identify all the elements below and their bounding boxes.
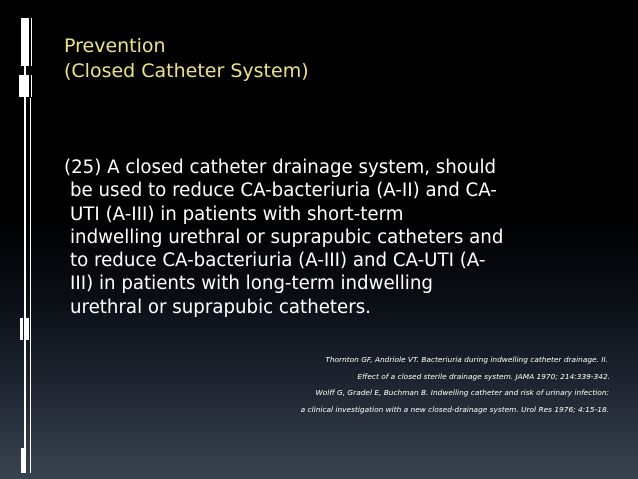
- slide-title-line: (Closed Catheter System): [64, 60, 309, 82]
- body-line: UTI (A-III) in patients with short-term: [70, 203, 404, 225]
- references: [170, 352, 610, 418]
- body-line: (25) A closed catheter drainage system, should: [64, 157, 497, 178]
- reference-line: Effect of a closed sterile drainage system. JAMA 1970; 214:339-342.: [357, 371, 610, 381]
- decorative-bar: [21, 448, 24, 473]
- body-line: III) in patients with long-term indwelling: [70, 273, 433, 295]
- decorative-bar: [20, 318, 23, 340]
- reference-line: Wolff G, Gradel E, Buchman B. Indwelling catheter and risk of urinary infection:: [315, 388, 609, 397]
- decorative-bar: [29, 18, 31, 98]
- slide-title-line: Prevention: [64, 35, 166, 57]
- reference-line: Thornton GF, Andriole VT. Bacteriuria during indwelling catheter drainage. II.: [325, 355, 608, 364]
- body-line: urethral or suprapubic catheters.: [70, 296, 371, 318]
- body-line: be used to reduce CA-bacteriuria (A-II) and CA-: [70, 180, 497, 202]
- decorative-bar: [26, 318, 29, 340]
- body-line: to reduce CA-bacteriuria (A-III) and CA-UTI (A-: [70, 250, 486, 272]
- reference-line: a clinical investigation with a new closed-drainage system. Urol Res 1976; 4:15-18.: [300, 404, 609, 414]
- decorative-bar: [24, 18, 26, 473]
- body-line: indwelling urethral or suprapubic catheters and: [70, 226, 504, 248]
- slide-body: [64, 156, 610, 319]
- slide-title: [64, 34, 604, 84]
